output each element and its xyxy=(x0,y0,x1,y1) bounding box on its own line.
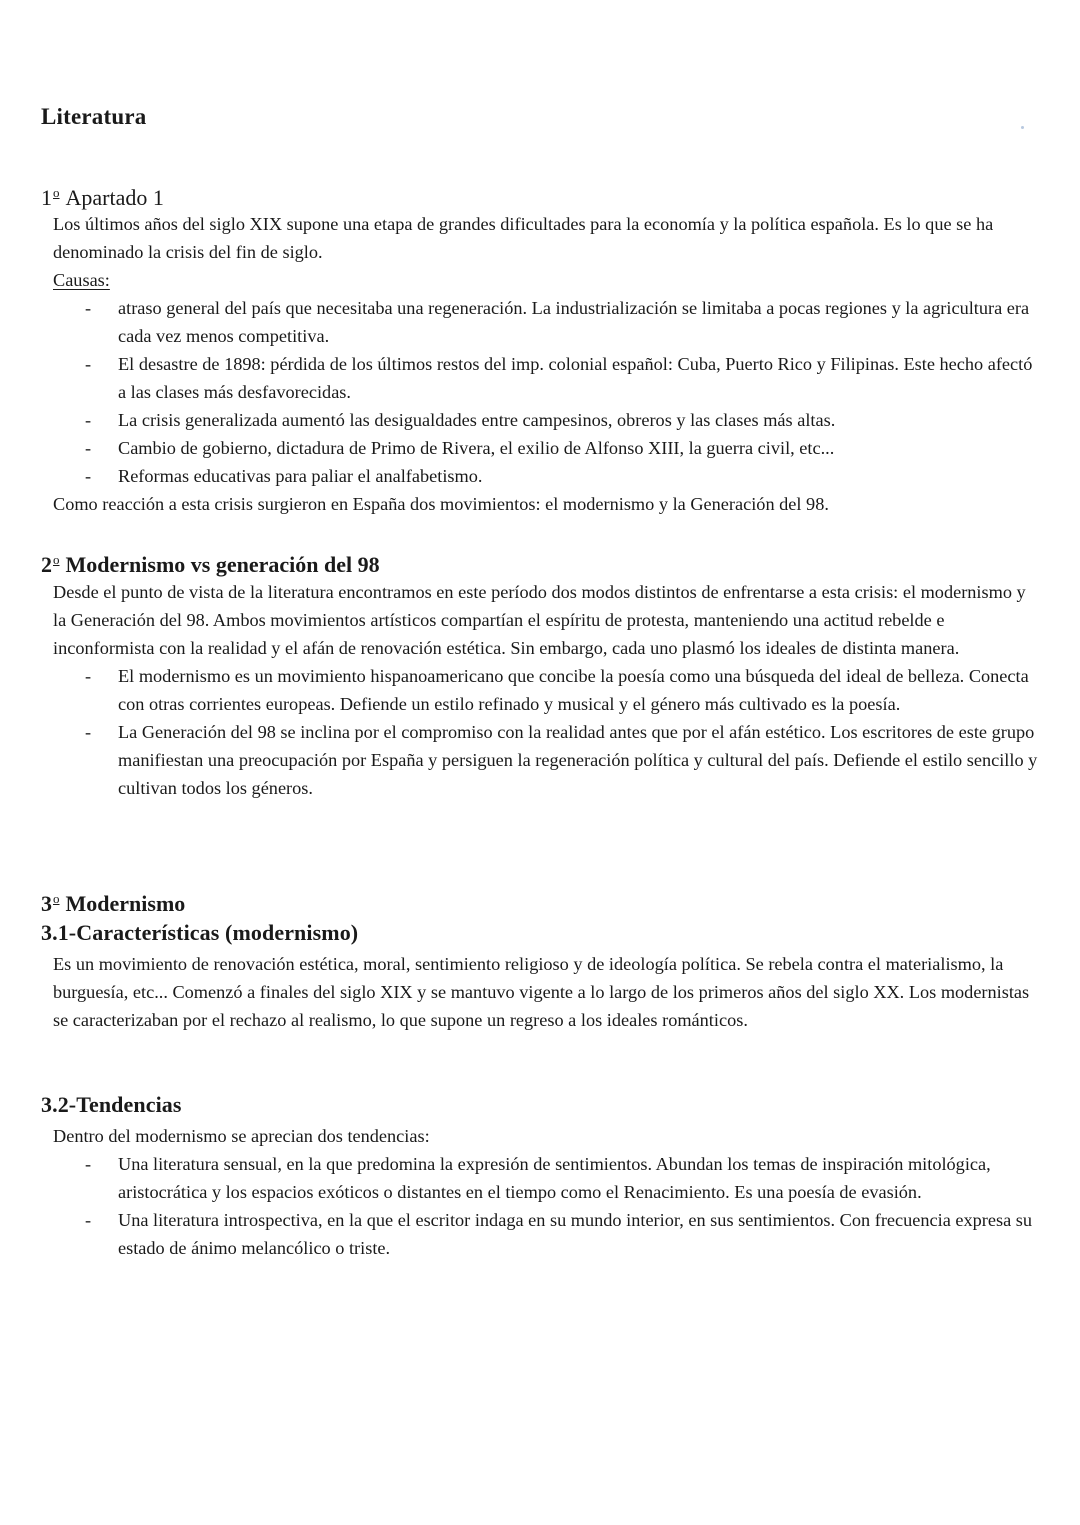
section-1-ordinal: o xyxy=(53,185,60,200)
corner-dot xyxy=(1021,126,1024,129)
subsection-3-2-intro: Dentro del modernismo se aprecian dos tendencias: xyxy=(53,1126,430,1146)
list-item: - Reformas educativas para paliar el analfabetismo. xyxy=(53,462,1038,490)
section-3-number: 3 xyxy=(41,891,52,916)
subsection-3-2-heading: 3.2-Tendencias xyxy=(41,1092,182,1117)
section-2-intro: Desde el punto de vista de la literatura encontramos en este período dos modos distintos de enfrentarse a esta crisis: el modernismo y la Generación del 98. Ambos movimientos artísticos compartían el espíritu de protesta, manteniendo una actitud rebelde e inconformista con la realidad y el afán de renovación estética. Sin embargo, cada uno plasmó los ideales de distinta manera. xyxy=(53,582,1026,658)
list-item: - Una literatura introspectiva, en la que el escritor indaga en su mundo interior, en sus sentimientos. Con frecuencia expresa su estado de ánimo melancólico o triste. xyxy=(53,1206,1038,1262)
subsection-3-1-text: Es un movimiento de renovación estética, moral, sentimiento religioso y de ideología política. Se rebela contra el materialismo, la burguesía, etc... Comenzó a finales del siglo XIX y se mantuvo vigente a lo largo de los primeros años del siglo XX. Los modernistas se caracterizaban por el rechazo al realismo, lo que supone un regreso a los ideales románticos. xyxy=(53,954,1030,1030)
section-1-heading xyxy=(41,180,164,211)
section-2-ordinal: o xyxy=(53,552,60,567)
list-item: - Cambio de gobierno, dictadura de Primo de Rivera, el exilio de Alfonso XIII, la guerra civil, etc... xyxy=(53,434,1038,462)
section-1-body xyxy=(53,210,1038,518)
section-1-intro: Los últimos años del siglo XIX supone una etapa de grandes dificultades para la economía y la política española. Es lo que se ha denominado la crisis del fin de siglo. xyxy=(53,214,994,262)
list-item: - atraso general del país que necesitaba una regeneración. La industrialización se limitaba a pocas regiones y la agricultura era cada vez menos competitiva. xyxy=(53,294,1038,350)
dash-bullet: - xyxy=(85,354,92,374)
list-item: - La crisis generalizada aumentó las desigualdades entre campesinos, obreros y las clases más altas. xyxy=(53,406,1038,434)
list-item: - Una literatura sensual, en la que predomina la expresión de sentimientos. Abundan los temas de inspiración mitológica, aristocrática y los espacios exóticos o distantes en el tiempo como el Renacimiento. Es una poesía de evasión. xyxy=(53,1150,1038,1206)
dash-bullet: - xyxy=(85,1154,92,1174)
document-title: Literatura xyxy=(41,104,147,129)
section-1-number: 1 xyxy=(41,185,52,210)
subsection-3-2-body xyxy=(53,1122,1038,1262)
dash-bullet: - xyxy=(85,722,92,742)
subsection-3-1-heading: 3.1-Características (modernismo) xyxy=(41,920,359,945)
causes-list xyxy=(53,294,1038,490)
list-item: - La Generación del 98 se inclina por el compromiso con la realidad antes que por el afán estético. Los escritores de este grupo manifiestan una preocupación por España y persiguen la regeneración política y cultural del país. Defiende el estilo sencillo y cultivan todos los géneros. xyxy=(53,718,1038,802)
section-3-heading xyxy=(41,886,185,917)
dash-bullet: - xyxy=(85,666,92,686)
section-1-title: Apartado 1 xyxy=(65,185,164,210)
dash-bullet: - xyxy=(85,466,92,486)
causes-label: Causas: xyxy=(53,270,110,290)
section-3-title: Modernismo xyxy=(65,891,186,916)
dash-bullet: - xyxy=(85,1210,92,1230)
section-2-heading xyxy=(41,547,380,578)
section-3-ordinal: o xyxy=(53,891,60,906)
dash-bullet: - xyxy=(85,438,92,458)
section-2-body xyxy=(53,578,1038,802)
section-2-number: 2 xyxy=(41,552,52,577)
list-item: - El desastre de 1898: pérdida de los últimos restos del imp. colonial español: Cuba, Puerto Rico y Filipinas. Este hecho afectó a las clases más desfavorecidas. xyxy=(53,350,1038,406)
tendencies-list xyxy=(53,1150,1038,1262)
dash-bullet: - xyxy=(85,298,92,318)
dash-bullet: - xyxy=(85,410,92,430)
movements-list xyxy=(53,662,1038,802)
section-2-title: Modernismo vs generación del 98 xyxy=(65,552,380,577)
list-item: - El modernismo es un movimiento hispanoamericano que concibe la poesía como una búsqueda del ideal de belleza. Conecta con otras corrientes europeas. Defiende un estilo refinado y musical y el género más cultivado es la poesía. xyxy=(53,662,1038,718)
section-1-outro: Como reacción a esta crisis surgieron en España dos movimientos: el modernismo y la Generación del 98. xyxy=(53,494,829,514)
subsection-3-1-body xyxy=(53,950,1038,1034)
